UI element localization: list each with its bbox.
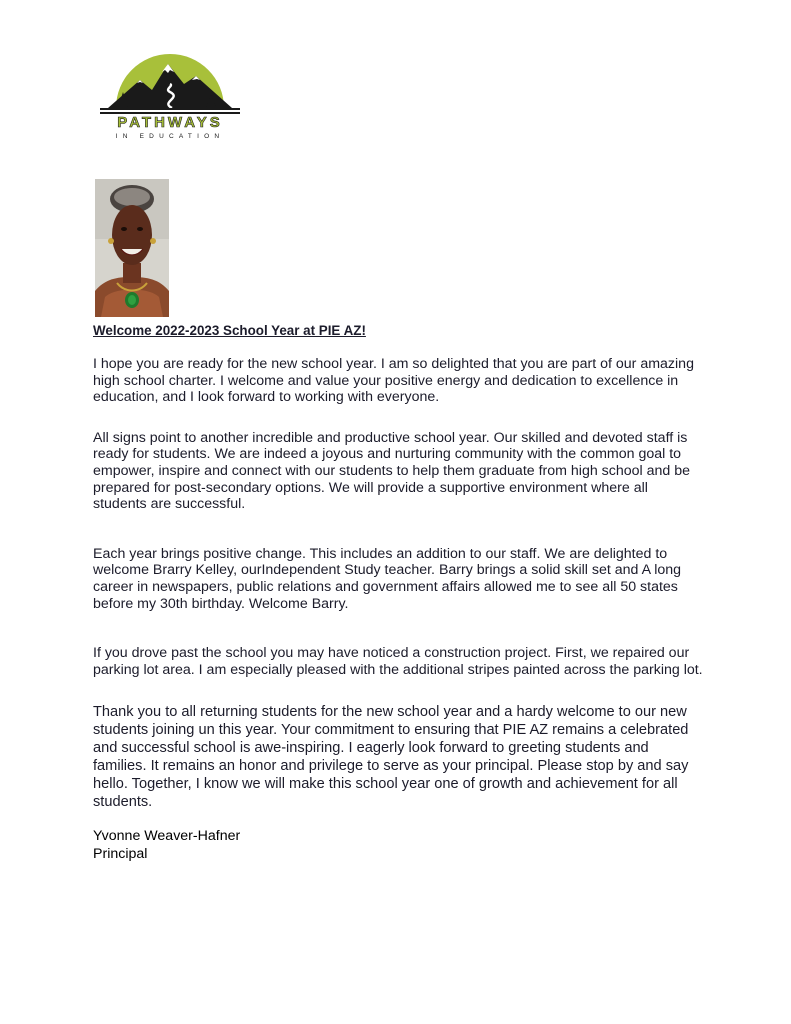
logo-brand-text: PATHWAYS: [100, 112, 240, 131]
letter-body: [93, 322, 703, 863]
paragraph-construction: If you drove past the school you may have noticed a construction project. First, we repaired our parking lot area. I am especially pleased with the additional stripes painted across the parking lot.: [93, 645, 703, 678]
logo-wordmark: [100, 112, 240, 141]
signature-name: Yvonne Weaver-Hafner: [93, 828, 241, 845]
logo-tagline: IN EDUCATION: [115, 133, 225, 140]
signature-role: Principal: [93, 846, 148, 863]
paragraph-staff-addition: Each year brings positive change. This includes an addition to our staff. We are delighted to welcome Brarry Kelley, ourIndependent Study teacher. Barry brings a solid skill set and A long career in newspapers, public relations and government affairs allowed me to see all 50 states before my 30th birthday. Welcome Barry.: [93, 545, 682, 612]
paragraph-greeting: I hope you are ready for the new school year. I am so delighted that you are part of our amazing high school charter. I welcome and value your positive energy and dedication to excellence in education, and I look forward to working with everyone.: [93, 356, 694, 406]
principal-photo: [95, 179, 169, 317]
letter-title: Welcome 2022-2023 School Year at PIE AZ!: [93, 323, 366, 338]
mountain-logo-icon: [100, 50, 240, 112]
portrait-image: [95, 179, 169, 317]
paragraph-closing: Thank you to all returning students for the new school year and a hardy welcome to our new students joining un this year. Your commitment to ensuring that PIE AZ remains a celebrated and successful school is awe-inspiring. I eagerly look forward to greeting students and families. It remains an honor and privilege to serve as your principal. Please stop by and say hello. Together, I know we will make this school year one of growth and achievement for all students.: [93, 704, 689, 811]
paragraph-school-year: All signs point to another incredible and productive school year. Our skilled and devoted staff is ready for students. We are indeed a joyous and nurturing community with the common goal to empower, inspire and connect with our students to help them graduate from high school and be prepared for post-secondary options. We will provide a supportive environment where all students are successful.: [93, 429, 691, 513]
